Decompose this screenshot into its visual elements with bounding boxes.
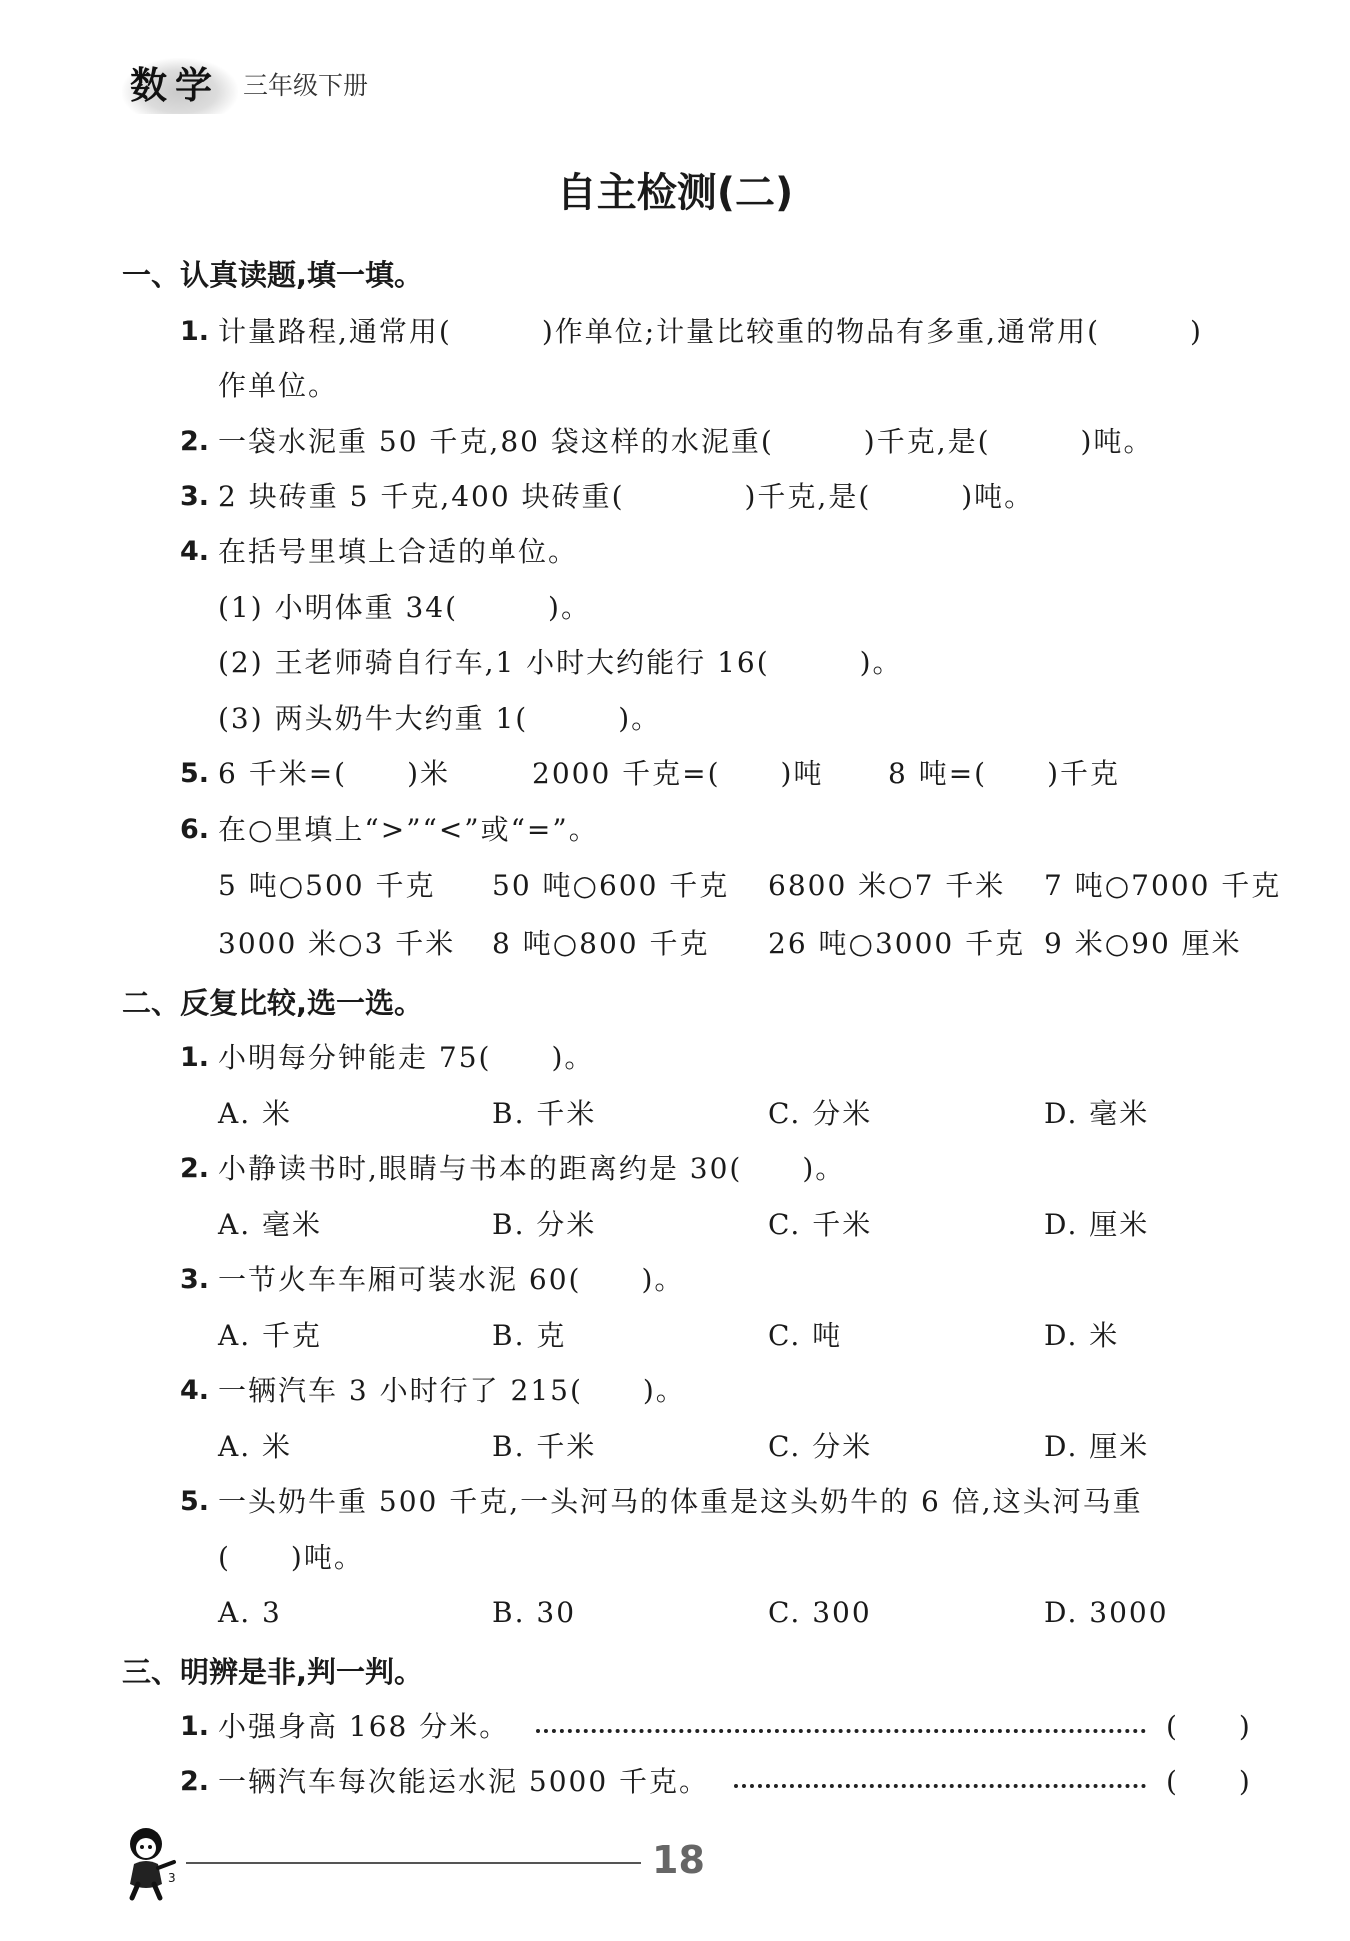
s1-q4-part-1: (1) 小明体重 34( )。 — [218, 591, 591, 624]
s2-q4-text: 一辆汽车 3 小时行了 215( )。 — [218, 1374, 686, 1407]
s3-q1-text: 小强身高 168 分米。 — [218, 1710, 510, 1743]
page-number: 18 — [652, 1838, 705, 1882]
svg-text:3: 3 — [168, 1871, 176, 1885]
s2-q2-number: 2. — [180, 1153, 210, 1184]
dotted-leader — [734, 1784, 1146, 1788]
option-b: B. 千米 — [492, 1430, 597, 1463]
section-3-heading: 三、明辨是非,判一判。 — [122, 1655, 424, 1689]
option-c: C. 分米 — [768, 1097, 873, 1130]
compare-item: 3000 米○3 千米 — [218, 927, 456, 960]
s2-q1-number: 1. — [180, 1042, 210, 1073]
s1-q4-number: 4. — [180, 536, 210, 567]
option-a: A. 3 — [218, 1596, 282, 1629]
s2-q4-number: 4. — [180, 1375, 210, 1406]
s1-q4-part-3: (3) 两头奶牛大约重 1( )。 — [218, 702, 662, 735]
s3-q2-number: 2. — [180, 1766, 210, 1797]
answer-bracket: ( ) — [1166, 1710, 1252, 1743]
s1-q4-part-2: (2) 王老师骑自行车,1 小时大约能行 16( )。 — [218, 646, 903, 679]
s1-q5-number: 5. — [180, 758, 210, 789]
option-a: A. 米 — [218, 1097, 293, 1130]
grade-label: 三年级下册 — [243, 71, 369, 100]
s2-q2-text: 小静读书时,眼睛与书本的距离约是 30( )。 — [218, 1152, 846, 1185]
section-1-heading: 一、认真读题,填一填。 — [122, 258, 424, 292]
s1-q3-text: 2 块砖重 5 千克,400 块砖重( )千克,是( )吨。 — [218, 480, 1035, 513]
s1-q2-number: 2. — [180, 426, 210, 457]
option-d: D. 厘米 — [1044, 1430, 1150, 1463]
s3-q1-number: 1. — [180, 1711, 210, 1742]
s1-q1-number: 1. — [180, 316, 210, 347]
s1-q5-part-3: 8 吨=( )千克 — [888, 757, 1121, 790]
option-b: B. 克 — [492, 1319, 567, 1352]
option-a: A. 米 — [218, 1430, 293, 1463]
s1-q1-text: 计量路程,通常用( )作单位;计量比较重的物品有多重,通常用( ) — [218, 315, 1203, 348]
s1-q1-text-cont: 作单位。 — [218, 369, 339, 402]
option-c: C. 分米 — [768, 1430, 873, 1463]
s2-q5-number: 5. — [180, 1486, 210, 1517]
section-2-heading: 二、反复比较,选一选。 — [122, 986, 424, 1020]
option-a: A. 毫米 — [218, 1208, 323, 1241]
s1-q5-part-2: 2000 千克=( )吨 — [532, 757, 824, 790]
option-d: D. 毫米 — [1044, 1097, 1150, 1130]
subject-label: 数学 — [122, 58, 238, 114]
dotted-leader — [536, 1729, 1146, 1733]
option-d: D. 米 — [1044, 1319, 1120, 1352]
compare-item: 8 吨○800 千克 — [492, 927, 710, 960]
s2-q3-number: 3. — [180, 1264, 210, 1295]
compare-item: 50 吨○600 千克 — [492, 869, 730, 902]
s1-q3-number: 3. — [180, 481, 210, 512]
s2-q3-text: 一节火车车厢可装水泥 60( )。 — [218, 1263, 685, 1296]
compare-item: 5 吨○500 千克 — [218, 869, 436, 902]
compare-item: 7 吨○7000 千克 — [1044, 869, 1282, 902]
option-b: B. 分米 — [492, 1208, 597, 1241]
compare-item: 26 吨○3000 千克 — [768, 927, 1026, 960]
s2-q5-text: 一头奶牛重 500 千克,一头河马的体重是这头奶牛的 6 倍,这头河马重 — [218, 1485, 1143, 1518]
s3-q2-text: 一辆汽车每次能运水泥 5000 千克。 — [218, 1765, 710, 1798]
option-b: B. 30 — [492, 1596, 577, 1629]
option-c: C. 千米 — [768, 1208, 873, 1241]
s1-q5-part-1: 6 千米=( )米 — [218, 757, 451, 790]
option-d: D. 厘米 — [1044, 1208, 1150, 1241]
s2-q1-text: 小明每分钟能走 75( )。 — [218, 1041, 595, 1074]
option-b: B. 千米 — [492, 1097, 597, 1130]
s1-q6-text: 在○里填上“>”“<”或“=”。 — [218, 813, 599, 846]
option-c: C. 300 — [768, 1596, 872, 1629]
s1-q6-number: 6. — [180, 814, 210, 845]
option-d: D. 3000 — [1044, 1596, 1169, 1629]
compare-item: 6800 米○7 千米 — [768, 869, 1006, 902]
s1-q4-text: 在括号里填上合适的单位。 — [218, 535, 579, 568]
footer-rule — [186, 1862, 641, 1864]
mascot-icon — [116, 1822, 186, 1902]
page-title: 自主检测(二) — [556, 170, 794, 216]
option-c: C. 吨 — [768, 1319, 843, 1352]
compare-item: 9 米○90 厘米 — [1044, 927, 1242, 960]
s2-q5-text-cont: ( )吨。 — [218, 1541, 364, 1574]
s1-q2-text: 一袋水泥重 50 千克,80 袋这样的水泥重( )千克,是( )吨。 — [218, 425, 1154, 458]
answer-bracket: ( ) — [1166, 1765, 1252, 1798]
option-a: A. 千克 — [218, 1319, 323, 1352]
